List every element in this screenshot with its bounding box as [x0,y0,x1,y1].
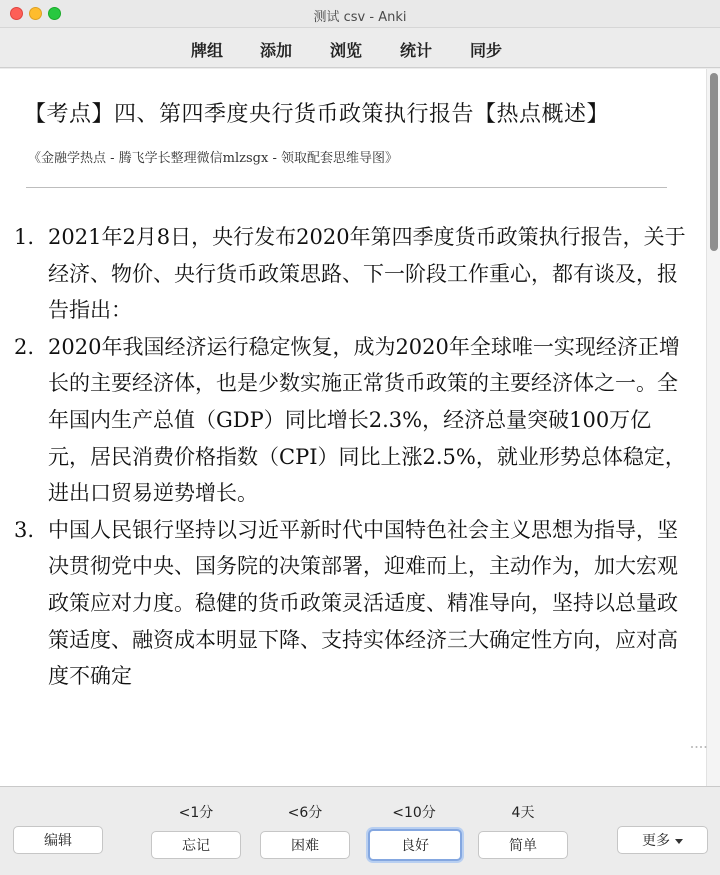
toolbar-add[interactable]: 添加 [260,41,293,60]
item-number: 2. [14,334,35,359]
hard-interval: <6分 [287,805,323,821]
easy-button[interactable]: 简单 [478,831,568,859]
answer-bar [0,786,720,875]
more-label: 更多 [642,833,670,849]
list-item [14,512,690,695]
item-number: 3. [14,517,35,542]
item-text: 中国人民银行坚持以习近平新时代中国特色社会主义思想为指导，坚决贯彻党中央、国务院的决策部署，迎难而上，主动作为，加大宏观政策应对力度。稳健的货币政策灵活适度、精准导向，坚持以总量政策适度、融资成本明显下降、支持实体经济三大确定性方向，应对高度不确定 [48,517,678,689]
again-button[interactable]: 忘记 [151,831,241,859]
item-text: 2021年2月8日，央行发布2020年第四季度货币政策执行报告，关于经济、物价、央行货币政策思路、下一阶段工作重心，都有谈及，报告指出： [48,225,686,323]
again-interval: <1分 [178,805,214,821]
toolbar-decks[interactable]: 牌组 [191,41,224,60]
easy-interval: 4天 [511,805,535,821]
toolbar-stats[interactable]: 统计 [400,41,433,60]
scrollbar-thumb[interactable] [710,73,718,251]
hard-button[interactable]: 困难 [260,831,350,859]
list-item [14,219,690,329]
toolbar-sync[interactable]: 同步 [470,41,503,60]
good-button[interactable]: 良好 [368,829,462,861]
edit-button[interactable]: 编辑 [13,826,103,854]
item-number: 1. [14,225,35,249]
list-item [14,329,690,512]
title-bar [0,0,720,28]
toolbar-browse[interactable]: 浏览 [330,41,363,60]
drag-handle-icon [690,745,708,749]
chevron-down-icon [675,839,683,844]
card-item-list [14,219,690,695]
card-heading: 【考点】四、第四季度央行货币政策执行报告【热点概述】 [24,102,610,127]
divider [26,187,667,188]
main-toolbar [0,28,720,68]
more-button[interactable] [617,826,708,854]
window-title: 测试 csv - Anki [313,10,407,25]
good-interval: <10分 [392,805,436,821]
item-text: 2020年我国经济运行稳定恢复，成为2020年全球唯一实现经济正增长的主要经济体，也是少数实施正常货币政策的主要经济体之一。全年国内生产总值（GDP）同比增长2.3%，经济总量突破100万亿元，居民消费价格指数（CPI）同比上涨2.5%，就业形势总体稳定，进出口贸易逆势增长。 [48,334,686,506]
vertical-scrollbar[interactable] [706,69,720,786]
card-subheading: 《金融学热点 - 腾飞学长整理微信mlzsgx - 领取配套思维导图》 [28,151,398,166]
card-content [0,69,706,786]
